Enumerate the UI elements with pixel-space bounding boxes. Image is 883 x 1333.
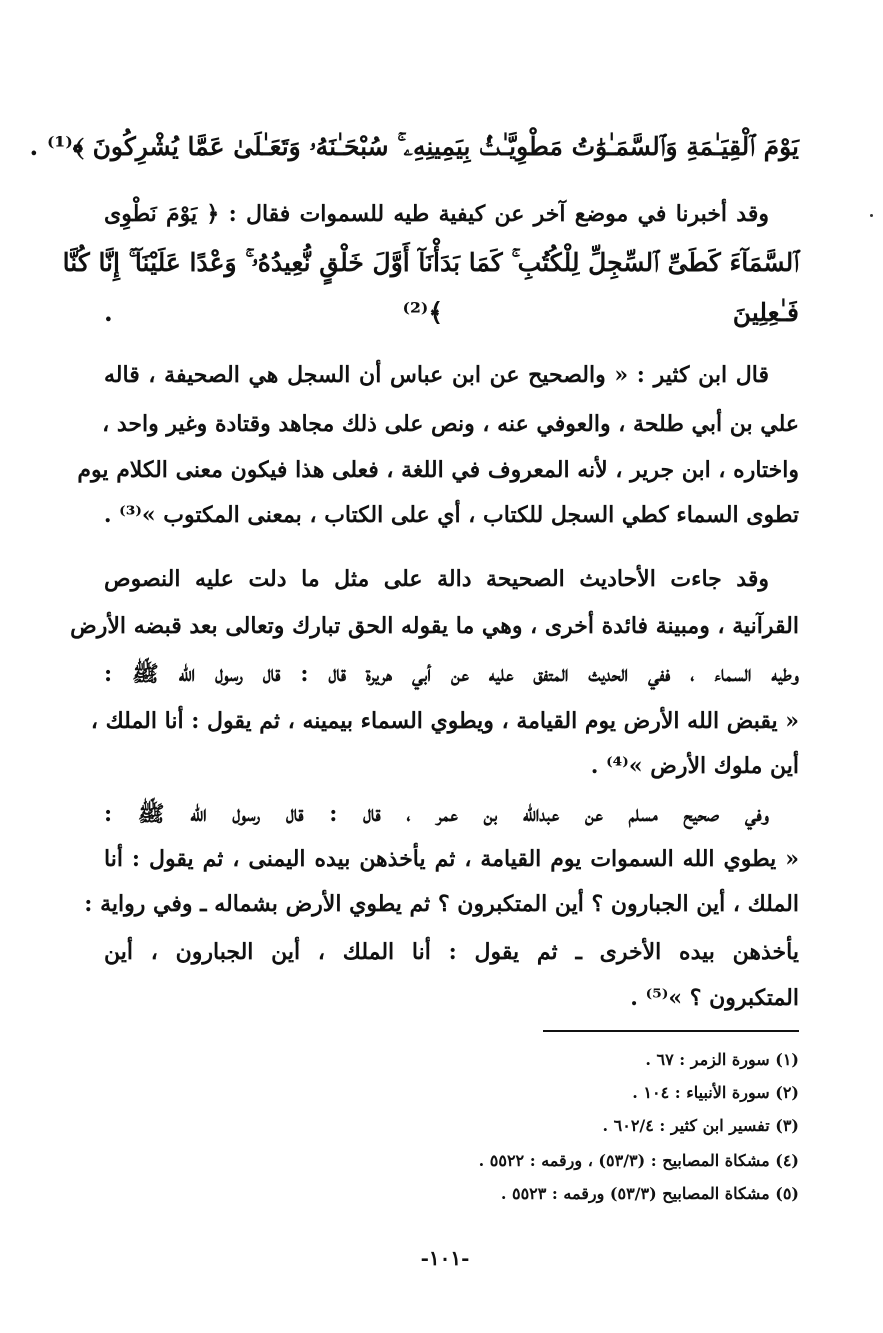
quran-verse-line: ٱلسَّمَآءَ كَطَىِّ ٱلسِّجِلِّ لِلْكُتُبِ ۚ كَمَا بَدَأْنَآ أَوَّلَ خَلْقٍ نُّعِيدُهُۥ ۚ وَعْدًا عَلَيْنَآ ۚ إِنَّا كُنَّا bbox=[62, 248, 799, 277]
text-line: واختاره ، ابن جرير ، لأنه المعروف في اللغة ، فعلى هذا فيكون معنى الكلام يوم bbox=[77, 457, 799, 483]
text-line: وقد جاءت الأحاديث الصحيحة دالة على مثل ما دلت عليه النصوص bbox=[104, 566, 769, 592]
footnote-divider bbox=[543, 1030, 799, 1032]
footnote-3: (٣) تفسير ابن كثير : ٦٠٢/٤ . bbox=[602, 1116, 799, 1135]
text-line: وفي صحيح مسلم عن عبدالله بن عمر ، قال : قال رسول الله ﷺ : bbox=[104, 801, 769, 827]
text-line: الملك ، أين الجبارون ؟ أين المتكبرون ؟ ثم يطوي الأرض بشماله ـ وفي رواية : bbox=[84, 891, 799, 917]
quran-verse-line: فَـٰعِلِينَ ﴾⁽²⁾ . bbox=[104, 298, 799, 327]
text-line: وطيه السماء ، ففي الحديث المتفق عليه عن أبي هريرة قال : قال رسول الله ﷺ : bbox=[104, 661, 799, 687]
footnote-2: (٢) سورة الأنبياء : ١٠٤ . bbox=[632, 1083, 799, 1102]
text-line: المتكبرون ؟ »⁽⁵⁾ . bbox=[630, 985, 799, 1011]
text-line: قال ابن كثير : « والصحيح عن ابن عباس أن السجل هي الصحيفة ، قاله bbox=[104, 362, 769, 388]
page-number: -١٠١- bbox=[420, 1246, 470, 1270]
text-line: « يطوي الله السموات يوم القيامة ، ثم يأخذهن بيده اليمنى ، ثم يقول : أنا bbox=[104, 846, 799, 872]
text-line: وقد أخبرنا في موضع آخر عن كيفية طيه للسموات فقال : ﴿ يَوْمَ نَطْوِى bbox=[104, 201, 769, 227]
text-line: « يقبض الله الأرض يوم القيامة ، ويطوي السماء بيمينه ، ثم يقول : أنا الملك ، bbox=[90, 708, 799, 734]
quran-verse-line: يَوْمَ ٱلْقِيَـٰمَةِ وَٱلسَّمَـٰوَٰتُ مَطْوِيَّـٰتُۢ بِيَمِينِهِۦ ۚ سُبْحَـٰنَهُۥ وَتَعَـٰلَىٰ عَمَّا يُشْرِكُونَ ﴾⁽¹⁾ . bbox=[29, 132, 799, 161]
text-line: أين ملوك الأرض »⁽⁴⁾ . bbox=[590, 753, 799, 779]
text-line: علي بن أبي طلحة ، والعوفي عنه ، ونص على ذلك مجاهد وقتادة وغير واحد ، bbox=[102, 411, 799, 437]
text-line: تطوى السماء كطي السجل للكتاب ، أي على الكتاب ، بمعنى المكتوب »⁽³⁾ . bbox=[103, 502, 799, 528]
footnote-5: (٥) مشكاة المصابيح (٥٣/٣) ورقمه : ٥٥٢٣ . bbox=[500, 1184, 799, 1203]
scan-speck bbox=[870, 214, 873, 217]
text-line: يأخذهن بيده الأخرى ـ ثم يقول : أنا الملك ، أين الجبارون ، أين bbox=[104, 939, 799, 965]
footnote-4: (٤) مشكاة المصابيح : (٥٣/٣) ، ورقمه : ٥٥٢٢ . bbox=[478, 1151, 799, 1170]
text-line: القرآنية ، ومبينة فائدة أخرى ، وهي ما يقوله الحق تبارك وتعالى بعد قبضه الأرض bbox=[70, 613, 799, 639]
footnote-1: (١) سورة الزمر : ٦٧ . bbox=[645, 1050, 799, 1069]
